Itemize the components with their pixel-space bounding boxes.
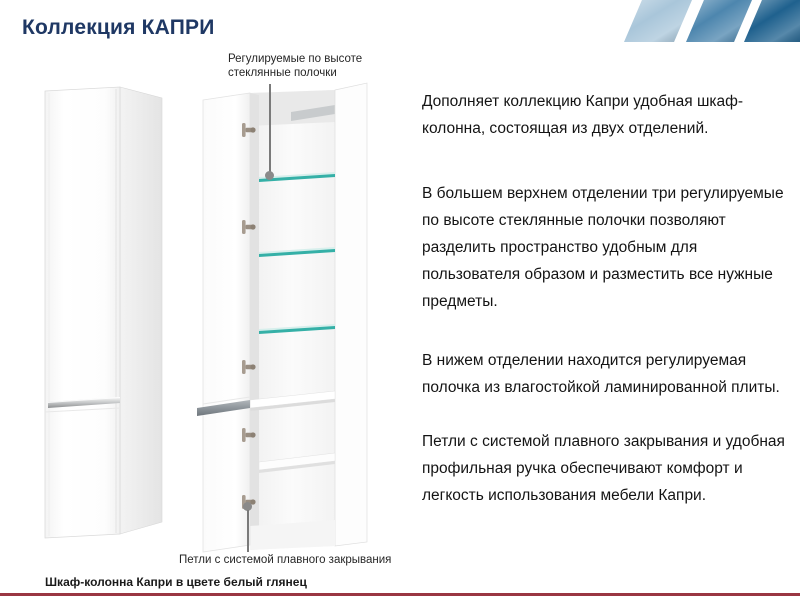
paragraph: В большем верхнем отделении три регулируемые по высоте стеклянные полочки позволяют разделить пространство удобным для пользователя образом и разместить все нужные предметы. [422, 185, 784, 310]
water-stripe-light [624, 0, 692, 42]
pointer-line-top [269, 84, 271, 174]
cabinet-front-door [45, 87, 120, 538]
description-text-block [422, 88, 794, 509]
paragraph: В нижем отделении находится регулируемая полочка из влагостойкой ламинированной плиты. [422, 352, 780, 396]
annotation-line-1: Регулируемые по высоте [228, 53, 363, 65]
water-stripe-medium [686, 0, 752, 42]
closed-cabinet-illustration [36, 84, 168, 540]
cabinet-inner-left-wall [250, 93, 259, 550]
cabinet-side-panel [120, 87, 162, 534]
paragraph: Дополняет коллекцию Капри удобная шкаф-колонна, состоящая из двух отделений. [422, 93, 744, 137]
water-stripe-dark [744, 0, 800, 42]
pointer-dot-top [265, 171, 274, 180]
figure-caption: Шкаф-колонна Капри в цвете белый глянец [45, 575, 307, 589]
annotation-glass-shelves [228, 52, 362, 80]
open-cabinet-illustration [193, 78, 373, 558]
page-title: Коллекция КАПРИ [22, 16, 215, 39]
corner-water-stripes-decoration [600, 0, 800, 44]
paragraph: Петли с системой плавного закрывания и удобная профильная ручка обеспечивают комфорт и легкость использования мебели Капри. [422, 433, 785, 504]
cabinet-interior-back [250, 90, 335, 550]
annotation-line-2: стеклянные полочки [228, 67, 337, 79]
open-door [203, 93, 250, 552]
annotation-hinges: Петли с системой плавного закрывания [179, 554, 392, 566]
pointer-line-bottom [247, 510, 249, 552]
cabinet-right-panel [335, 83, 367, 546]
